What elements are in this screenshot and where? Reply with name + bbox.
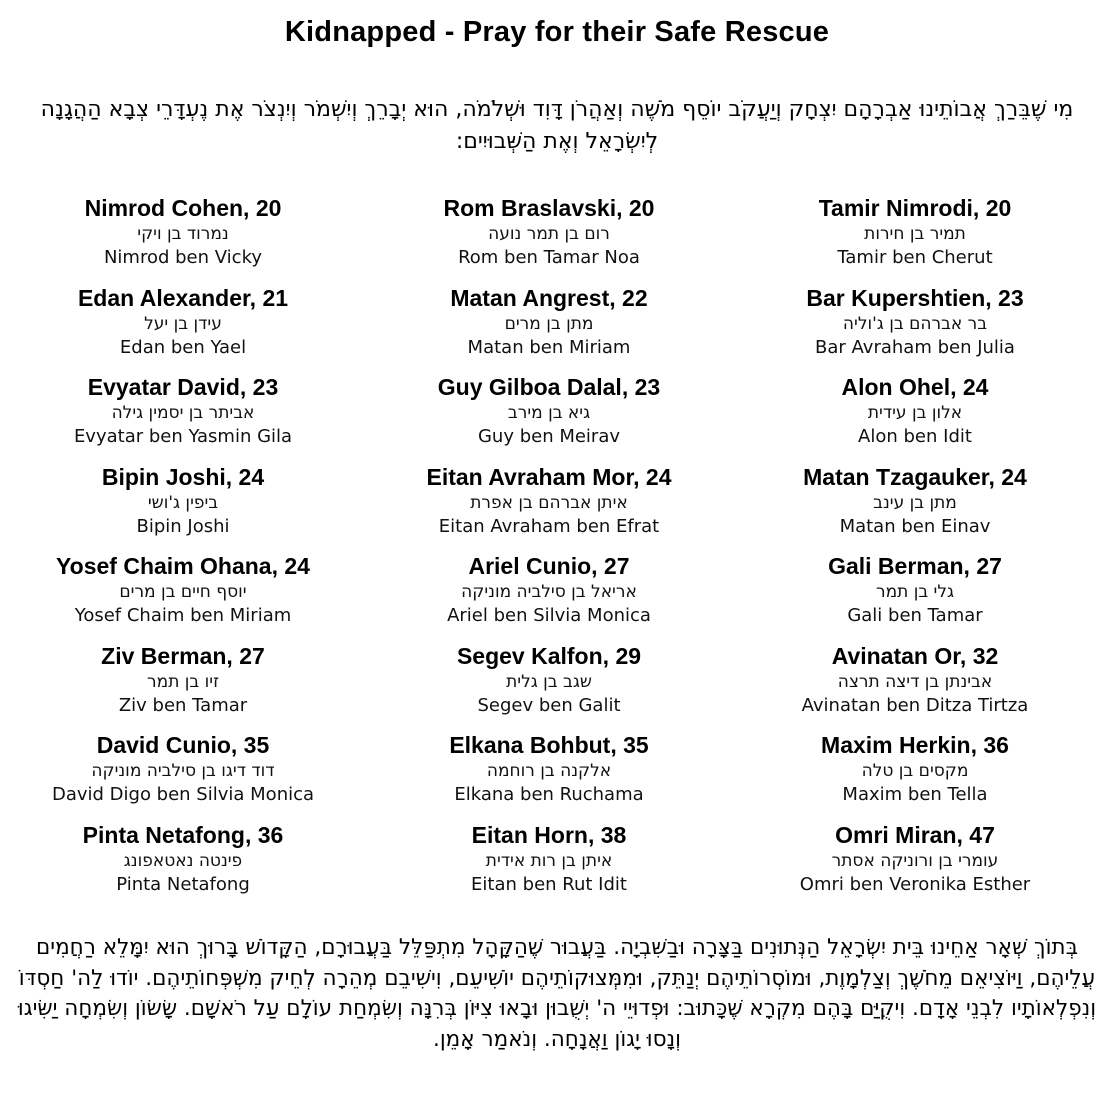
hostage-name: Ziv Berman, 27 — [101, 642, 265, 669]
hostage-entry — [366, 552, 732, 642]
hostage-name: Maxim Herkin, 36 — [821, 732, 1009, 758]
hostage-transliteration: Ziv ben Tamar — [118, 694, 248, 716]
hostage-transliteration: Evyatar ben Yasmin Gila — [73, 426, 293, 447]
hostage-name: Eitan Avraham Mor, 24 — [426, 463, 672, 490]
hostage-hebrew-name: אביתר בן יסמין גילה — [111, 403, 255, 423]
hostage-name: Eitan Horn, 38 — [471, 821, 627, 848]
hostage-transliteration: Pinta Netafong — [116, 873, 250, 895]
hostage-entry — [366, 463, 732, 553]
hostage-hebrew-name: אלון בן עידית — [867, 403, 963, 423]
hostage-name: Bipin Joshi, 24 — [101, 463, 265, 490]
hostage-hebrew-name: מקסים בן טלה — [861, 761, 969, 781]
hostage-entry — [732, 731, 1098, 821]
hostage-hebrew-name: אבינתן בן דיצה תרצה — [837, 671, 993, 692]
hostage-hebrew-name: אריאל בן סילביה מוניקה — [461, 582, 637, 602]
page-title: Kidnapped - Pray for their Safe Rescue — [284, 16, 830, 48]
hostage-hebrew-name: איתן אברהם בן אפרת — [470, 492, 628, 513]
hostage-hebrew-name: פינטה נאטאפונג — [123, 850, 243, 871]
hostage-hebrew-name: רום בן תמר נועה — [488, 224, 610, 244]
hostage-name: Gali Berman, 27 — [828, 553, 1002, 579]
hostage-hebrew-name: שגב בן גלית — [506, 671, 592, 692]
prayer-bottom-text: בְּתוֹךְ שְׁאָר אַחֵינוּ בֵּית יִשְׂרָאֵל הַנְּתוּנִים בַּצָּרָה וּבַשִּׁבְיָה. בַּעֲבוּר שֶׁהַקָּהָל מִתְפַּלֵּל בַּעֲבוּרָם, הַקָּדוֹשׁ בָּרוּךְ הוּא יִמָּלֵא רַחֲמִים עֲלֵיהֶם, וַיּוֹצִיאֵם מֵחֹשֶׁךְ וְצַלְמָוֶת, וּמוֹסְרוֹתֵיהֶם יְנַתֵּק, וּמִמְּצוּקוֹתֵיהֶם יוֹשִׁיעֵם, וִישִׁיבֵם מְהֵרָה לְחֵיק מִשְׁפְּחוֹתֵיהֶם. יוֹדוּ לַה' חַסְדּוֹ וְנִפְלְאוֹתָיו לִבְנֵי אָדָם. וִיקֻיַּם בָּהֶם מִקְרָא שֶׁכָּתוּב: וּפְדוּיֵי ה' יְשֻׁבוּן וּבָאוּ צִיּוֹן בְּרִנָּה וְשִׂמְחַת עוֹלָם עַל רֹאשָׁם. שָׂשׂוֹן וְשִׂמְחָה יַשִּׂיגוּ וְנָסוּ יָגוֹן וַאֲנָחָה. וְנֹאמַר אָמֵן. — [17, 935, 1097, 1052]
hostage-name: Edan Alexander, 21 — [77, 284, 289, 311]
hostage-name: Evyatar David, 23 — [87, 374, 279, 400]
hostage-entry — [0, 731, 366, 821]
hostage-transliteration: Matan ben Einav — [839, 515, 991, 537]
hostage-transliteration: Maxim ben Tella — [842, 784, 988, 805]
hostage-name: Rom Braslavski, 20 — [443, 195, 655, 221]
hostage-transliteration: Gali ben Tamar — [847, 605, 983, 626]
hostage-hebrew-name: נמרוד בן ויקי — [137, 224, 229, 244]
hostage-name: Avinatan Or, 32 — [831, 642, 999, 669]
hostage-name: Nimrod Cohen, 20 — [84, 195, 282, 221]
hostage-name: Ariel Cunio, 27 — [468, 553, 630, 579]
hostage-transliteration: Avinatan ben Ditza Tirtza — [801, 694, 1029, 716]
hostage-transliteration: Guy ben Meirav — [477, 426, 621, 447]
hostage-entry — [732, 821, 1098, 911]
hostage-entry — [0, 642, 366, 732]
hostage-entry — [0, 284, 366, 374]
hostage-entry — [366, 373, 732, 463]
hostage-entry — [366, 642, 732, 732]
hostage-entry — [366, 194, 732, 284]
hostage-name: David Cunio, 35 — [96, 732, 270, 758]
prayer-top-text: מִי שֶׁבֵּרַךְ אֲבוֹתֵינוּ אַבְרָהָם יִצְחָק וְיַעֲקֹב יוֹסֵף מֹשֶׁה וְאַהֲרֹן דָּוִד וּשְׁלֹמֹה, הוּא יְבָרֵךְ וְיִשְׁמֹר וְיִנְצֹר אֶת נֶעְדָּרֵי צְבָא הַהֲגָנָה לְיִשְׂרָאֵל וְאֶת הַשְּׁבוּיִים: — [40, 97, 1074, 154]
hostage-transliteration: Segev ben Galit — [477, 694, 621, 716]
hostage-name: Guy Gilboa Dalal, 23 — [437, 374, 661, 400]
hostage-name: Pinta Netafong, 36 — [82, 821, 284, 848]
hostage-name: Matan Tzagauker, 24 — [803, 463, 1027, 490]
hostage-entry — [732, 284, 1098, 374]
hostage-entry — [732, 194, 1098, 284]
hostage-name: Alon Ohel, 24 — [841, 374, 989, 400]
hostage-entry — [366, 821, 732, 911]
hostage-grid — [0, 194, 1114, 910]
hostage-entry — [732, 552, 1098, 642]
hostage-hebrew-name: דוד דיגו בן סילביה מוניקה — [91, 761, 275, 781]
hostage-hebrew-name: עומרי בן ורוניקה אסתר — [831, 850, 999, 871]
hostage-entry — [366, 731, 732, 821]
hostage-transliteration: Yosef Chaim ben Miriam — [74, 605, 292, 626]
hostage-hebrew-name: עידן בן יעל — [144, 313, 222, 334]
hostage-name: Omri Miran, 47 — [835, 821, 995, 848]
hostage-entry — [0, 463, 366, 553]
hostage-transliteration: Edan ben Yael — [119, 336, 247, 358]
hostage-transliteration: Matan ben Miriam — [467, 336, 631, 358]
hostage-name: Segev Kalfon, 29 — [456, 642, 642, 669]
hostage-transliteration: Tamir ben Cherut — [837, 247, 993, 268]
hostage-transliteration: Eitan ben Rut Idit — [471, 873, 627, 895]
hostage-entry — [732, 463, 1098, 553]
hostage-hebrew-name: גלי בן תמר — [875, 582, 955, 602]
hostage-hebrew-name: מתן בן מרים — [504, 313, 594, 334]
hostage-hebrew-name: זיו בן תמר — [147, 671, 219, 692]
hostage-transliteration: Eitan Avraham ben Efrat — [438, 515, 660, 537]
hostage-name: Elkana Bohbut, 35 — [449, 732, 649, 758]
hostage-transliteration: Bar Avraham ben Julia — [815, 336, 1015, 358]
hostage-transliteration: Bipin Joshi — [136, 515, 230, 537]
hostage-hebrew-name: איתן בן רות אידית — [485, 850, 613, 871]
hostage-hebrew-name: ביפין ג'ושי — [147, 492, 219, 513]
hostage-transliteration: Rom ben Tamar Noa — [458, 247, 640, 268]
hostage-hebrew-name: מתן בן עינב — [873, 492, 957, 513]
hostage-entry — [0, 552, 366, 642]
hostage-name: Yosef Chaim Ohana, 24 — [56, 553, 310, 579]
hostage-entry — [0, 194, 366, 284]
hostage-entry — [366, 284, 732, 374]
hostage-entry — [0, 373, 366, 463]
hostage-hebrew-name: בר אברהם בן ג'וליה — [842, 313, 988, 334]
hostage-entry — [732, 642, 1098, 732]
hostage-name: Bar Kupershtien, 23 — [806, 284, 1024, 311]
hostage-hebrew-name: גיא בן מירב — [507, 403, 591, 423]
hostage-hebrew-name: תמיר בן חירות — [864, 224, 966, 244]
hostage-transliteration: Ariel ben Silvia Monica — [447, 605, 651, 626]
hostage-transliteration: Omri ben Veronika Esther — [799, 873, 1031, 895]
hostage-transliteration: Elkana ben Ruchama — [454, 784, 644, 805]
hostage-entry — [0, 821, 366, 911]
hostage-entry — [732, 373, 1098, 463]
hostage-transliteration: David Digo ben Silvia Monica — [51, 784, 315, 805]
hostage-hebrew-name: אלקנה בן רוחמה — [486, 761, 612, 781]
hostage-transliteration: Nimrod ben Vicky — [103, 247, 263, 268]
hostage-name: Matan Angrest, 22 — [450, 284, 648, 311]
hostage-transliteration: Alon ben Idit — [858, 426, 972, 447]
hostage-name: Tamir Nimrodi, 20 — [818, 195, 1012, 221]
hostage-hebrew-name: יוסף חיים בן מרים — [119, 582, 247, 602]
